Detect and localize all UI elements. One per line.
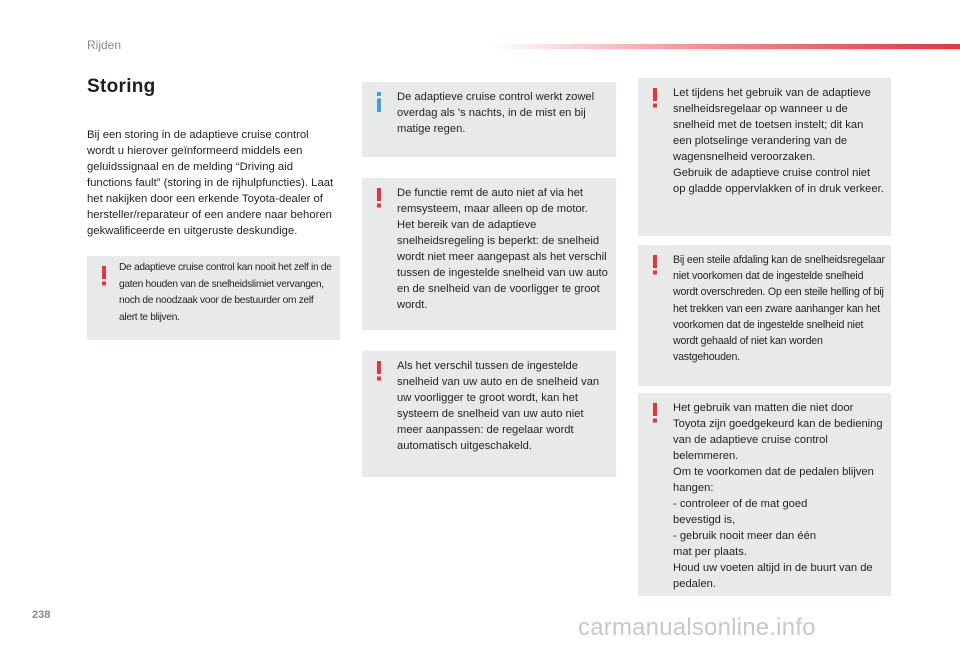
warning-note-box (362, 351, 616, 477)
page-number: 238 (32, 609, 51, 621)
warning-note-text: Het gebruik van matten die niet door Toyota zijn goedgekeurd kan de bediening van de adaptieve cruise control belemmeren. Om te voorkomen dat de pedalen blijven hangen: - controleer of de mat goed bevestigd is, - gebruik nooit meer dan één mat per plaats. Houd uw voeten altijd in de buurt van de pedalen. (673, 402, 883, 590)
warning-note-box (87, 256, 340, 340)
info-note-box (362, 82, 616, 157)
warning-note-text: Let tijdens het gebruik van de adaptieve snelheidsregelaar op wanneer u de snelheid met de toetsen instelt; dit kan een plotselinge verandering van de wagensnelheid veroorzaken. Gebruik de adaptieve cruise control niet op gladde oppervlakken of in druk verkeer. (673, 87, 884, 195)
exclamation-icon (648, 86, 662, 108)
warning-note-box (362, 178, 616, 330)
warning-note-text: De adaptieve cruise control kan nooit het zelf in de gaten houden van de snelheidslimiet vervangen, noch de noodzaak voor de bestuurder om zelf alert te blijven. (119, 262, 332, 323)
exclamation-icon (372, 359, 386, 381)
exclamation-icon (648, 253, 662, 275)
page-title: Storing (87, 76, 156, 97)
exclamation-icon (97, 264, 111, 286)
watermark-text: carmanualsonline.info (578, 614, 816, 641)
warning-note-text: Bij een steile afdaling kan de snelheidsregelaar niet voorkomen dat de ingestelde snelheid wordt overschreden. Op een steile helling of bij het trekken van een zware aanhanger kan het voorkomen dat de ingestelde snelheid niet wordt gehaald of niet kan worden vastgehouden. (673, 254, 885, 364)
warning-note-box (638, 393, 891, 596)
warning-note-text: Als het verschil tussen de ingestelde snelheid van uw auto en de snelheid van uw voorligger te groot wordt, kan het systeem de snelheid van uw auto niet meer aanpassen: de regelaar wordt automatisch uitgeschakeld. (397, 360, 600, 452)
intro-paragraph: Bij een storing in de adaptieve cruise control wordt u hierover geïnformeerd middels een geluidssignaal en de melding “Driving aid functions fault” (storing in de rijhulpfuncties). Laat het nakijken door een erkende Toyota-dealer of hersteller/reparateur of een andere naar behoren gekwalificeerde en uitgeruste deskundige. (87, 129, 334, 237)
warning-note-box (638, 78, 891, 236)
info-icon (372, 90, 386, 112)
exclamation-icon (648, 401, 662, 423)
warning-note-box (638, 245, 891, 386)
info-note-text: De adaptieve cruise control werkt zowel overdag als 's nachts, in de mist en bij matige regen. (397, 91, 595, 135)
exclamation-icon (372, 186, 386, 208)
warning-note-text: De functie remt de auto niet af via het remsysteem, maar alleen op de motor. Het bereik van de adaptieve snelheidsregeling is beperkt: de snelheid wordt niet meer aangepast als het verschil tussen de ingestelde snelheid van uw auto en de snelheid van de voorligger te groot wordt. (397, 187, 608, 311)
section-label: Rijden (87, 38, 122, 52)
header-accent-bar (490, 44, 960, 49)
